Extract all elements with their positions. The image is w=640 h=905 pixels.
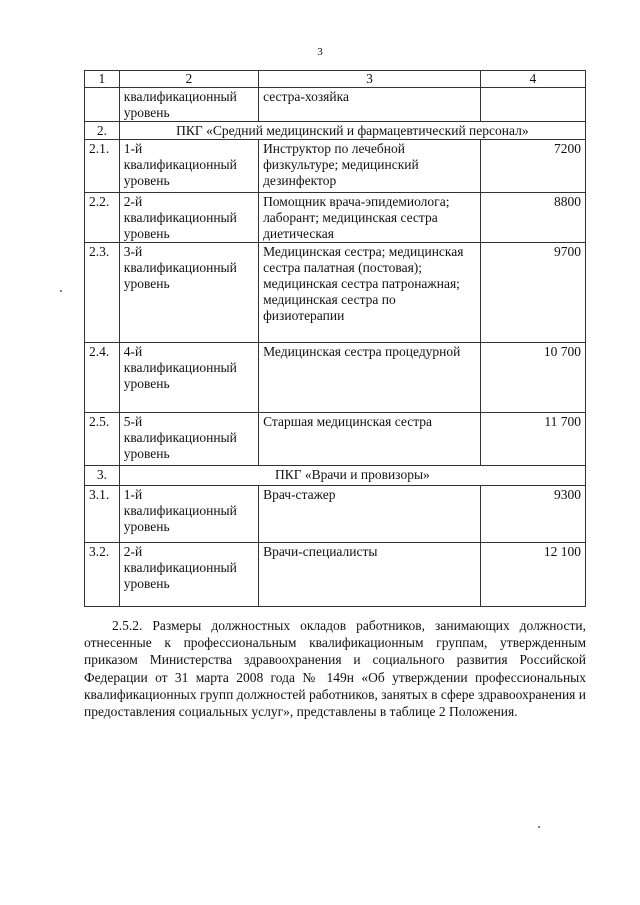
table-row xyxy=(85,413,586,466)
scan-speck xyxy=(60,290,62,292)
group-row xyxy=(85,466,586,486)
position-title: Врач-стажер xyxy=(259,486,481,543)
row-number: 3.1. xyxy=(85,486,120,543)
qualification-level: 3-й квалификационный уровень xyxy=(119,243,258,343)
row-number xyxy=(85,88,120,122)
group-number: 2. xyxy=(85,122,120,140)
position-title: Помощник врача-эпидемиолога; лаборант; медицинская сестра диетическая xyxy=(259,193,481,243)
body-paragraph xyxy=(84,617,586,720)
qualification-level: 4-й квалификационный уровень xyxy=(119,343,258,413)
qualification-level: 1-й квалификационный уровень xyxy=(119,140,258,193)
table-row xyxy=(85,140,586,193)
scan-speck xyxy=(538,826,540,828)
salary-table xyxy=(84,70,586,607)
qualification-level: 2-й квалификационный уровень xyxy=(119,193,258,243)
paragraph-text: 2.5.2. Размеры должностных окладов работников, занимающих должности, отнесенные к профессиональным квалификационным группам, утвержденным приказом Министерства здравоохранения и социального развития Российской Федерации от 31 марта 2008 года № 149н «Об утверждении профессиональных квалификационных групп должностей работников, занятых в сфере здравоохранения и предоставления социальных услуг», представлены в таблице 2 Положения. xyxy=(84,618,586,720)
row-number: 3.2. xyxy=(85,543,120,607)
row-number: 2.3. xyxy=(85,243,120,343)
salary-value: 7200 xyxy=(480,140,585,193)
table-row xyxy=(85,543,586,607)
row-number: 2.1. xyxy=(85,140,120,193)
qualification-level: 2-й квалификационный уровень xyxy=(119,543,258,607)
table-row xyxy=(85,193,586,243)
position-title: Инструктор по лечебной физкультуре; медицинский дезинфектор xyxy=(259,140,481,193)
header-cell-1: 1 xyxy=(85,71,120,88)
qualification-level: 5-й квалификационный уровень xyxy=(119,413,258,466)
position-title: Медицинская сестра; медицинская сестра палатная (постовая); медицинская сестра патронажная; медицинская сестра по физиотерапии xyxy=(259,243,481,343)
position-title: Старшая медицинская сестра xyxy=(259,413,481,466)
qualification-level: квалификационный уровень xyxy=(119,88,258,122)
salary-value: 9700 xyxy=(480,243,585,343)
table-row xyxy=(85,486,586,543)
row-number: 2.2. xyxy=(85,193,120,243)
group-title: ПКГ «Врачи и провизоры» xyxy=(119,466,585,486)
salary-value: 12 100 xyxy=(480,543,585,607)
position-title: Врачи-специалисты xyxy=(259,543,481,607)
header-cell-2: 2 xyxy=(119,71,258,88)
table-row xyxy=(85,343,586,413)
salary-value: 8800 xyxy=(480,193,585,243)
header-cell-3: 3 xyxy=(259,71,481,88)
group-row xyxy=(85,122,586,140)
page-number: 3 xyxy=(317,46,323,58)
row-number: 2.5. xyxy=(85,413,120,466)
salary-value xyxy=(480,88,585,122)
salary-value: 10 700 xyxy=(480,343,585,413)
salary-value: 9300 xyxy=(480,486,585,543)
row-number: 2.4. xyxy=(85,343,120,413)
table-header-row xyxy=(85,71,586,88)
position-title: Медицинская сестра процедурной xyxy=(259,343,481,413)
table-row xyxy=(85,243,586,343)
group-number: 3. xyxy=(85,466,120,486)
header-cell-4: 4 xyxy=(480,71,585,88)
table-row xyxy=(85,88,586,122)
qualification-level: 1-й квалификационный уровень xyxy=(119,486,258,543)
salary-value: 11 700 xyxy=(480,413,585,466)
group-title: ПКГ «Средний медицинский и фармацевтический персонал» xyxy=(119,122,585,140)
position-title: сестра-хозяйка xyxy=(259,88,481,122)
